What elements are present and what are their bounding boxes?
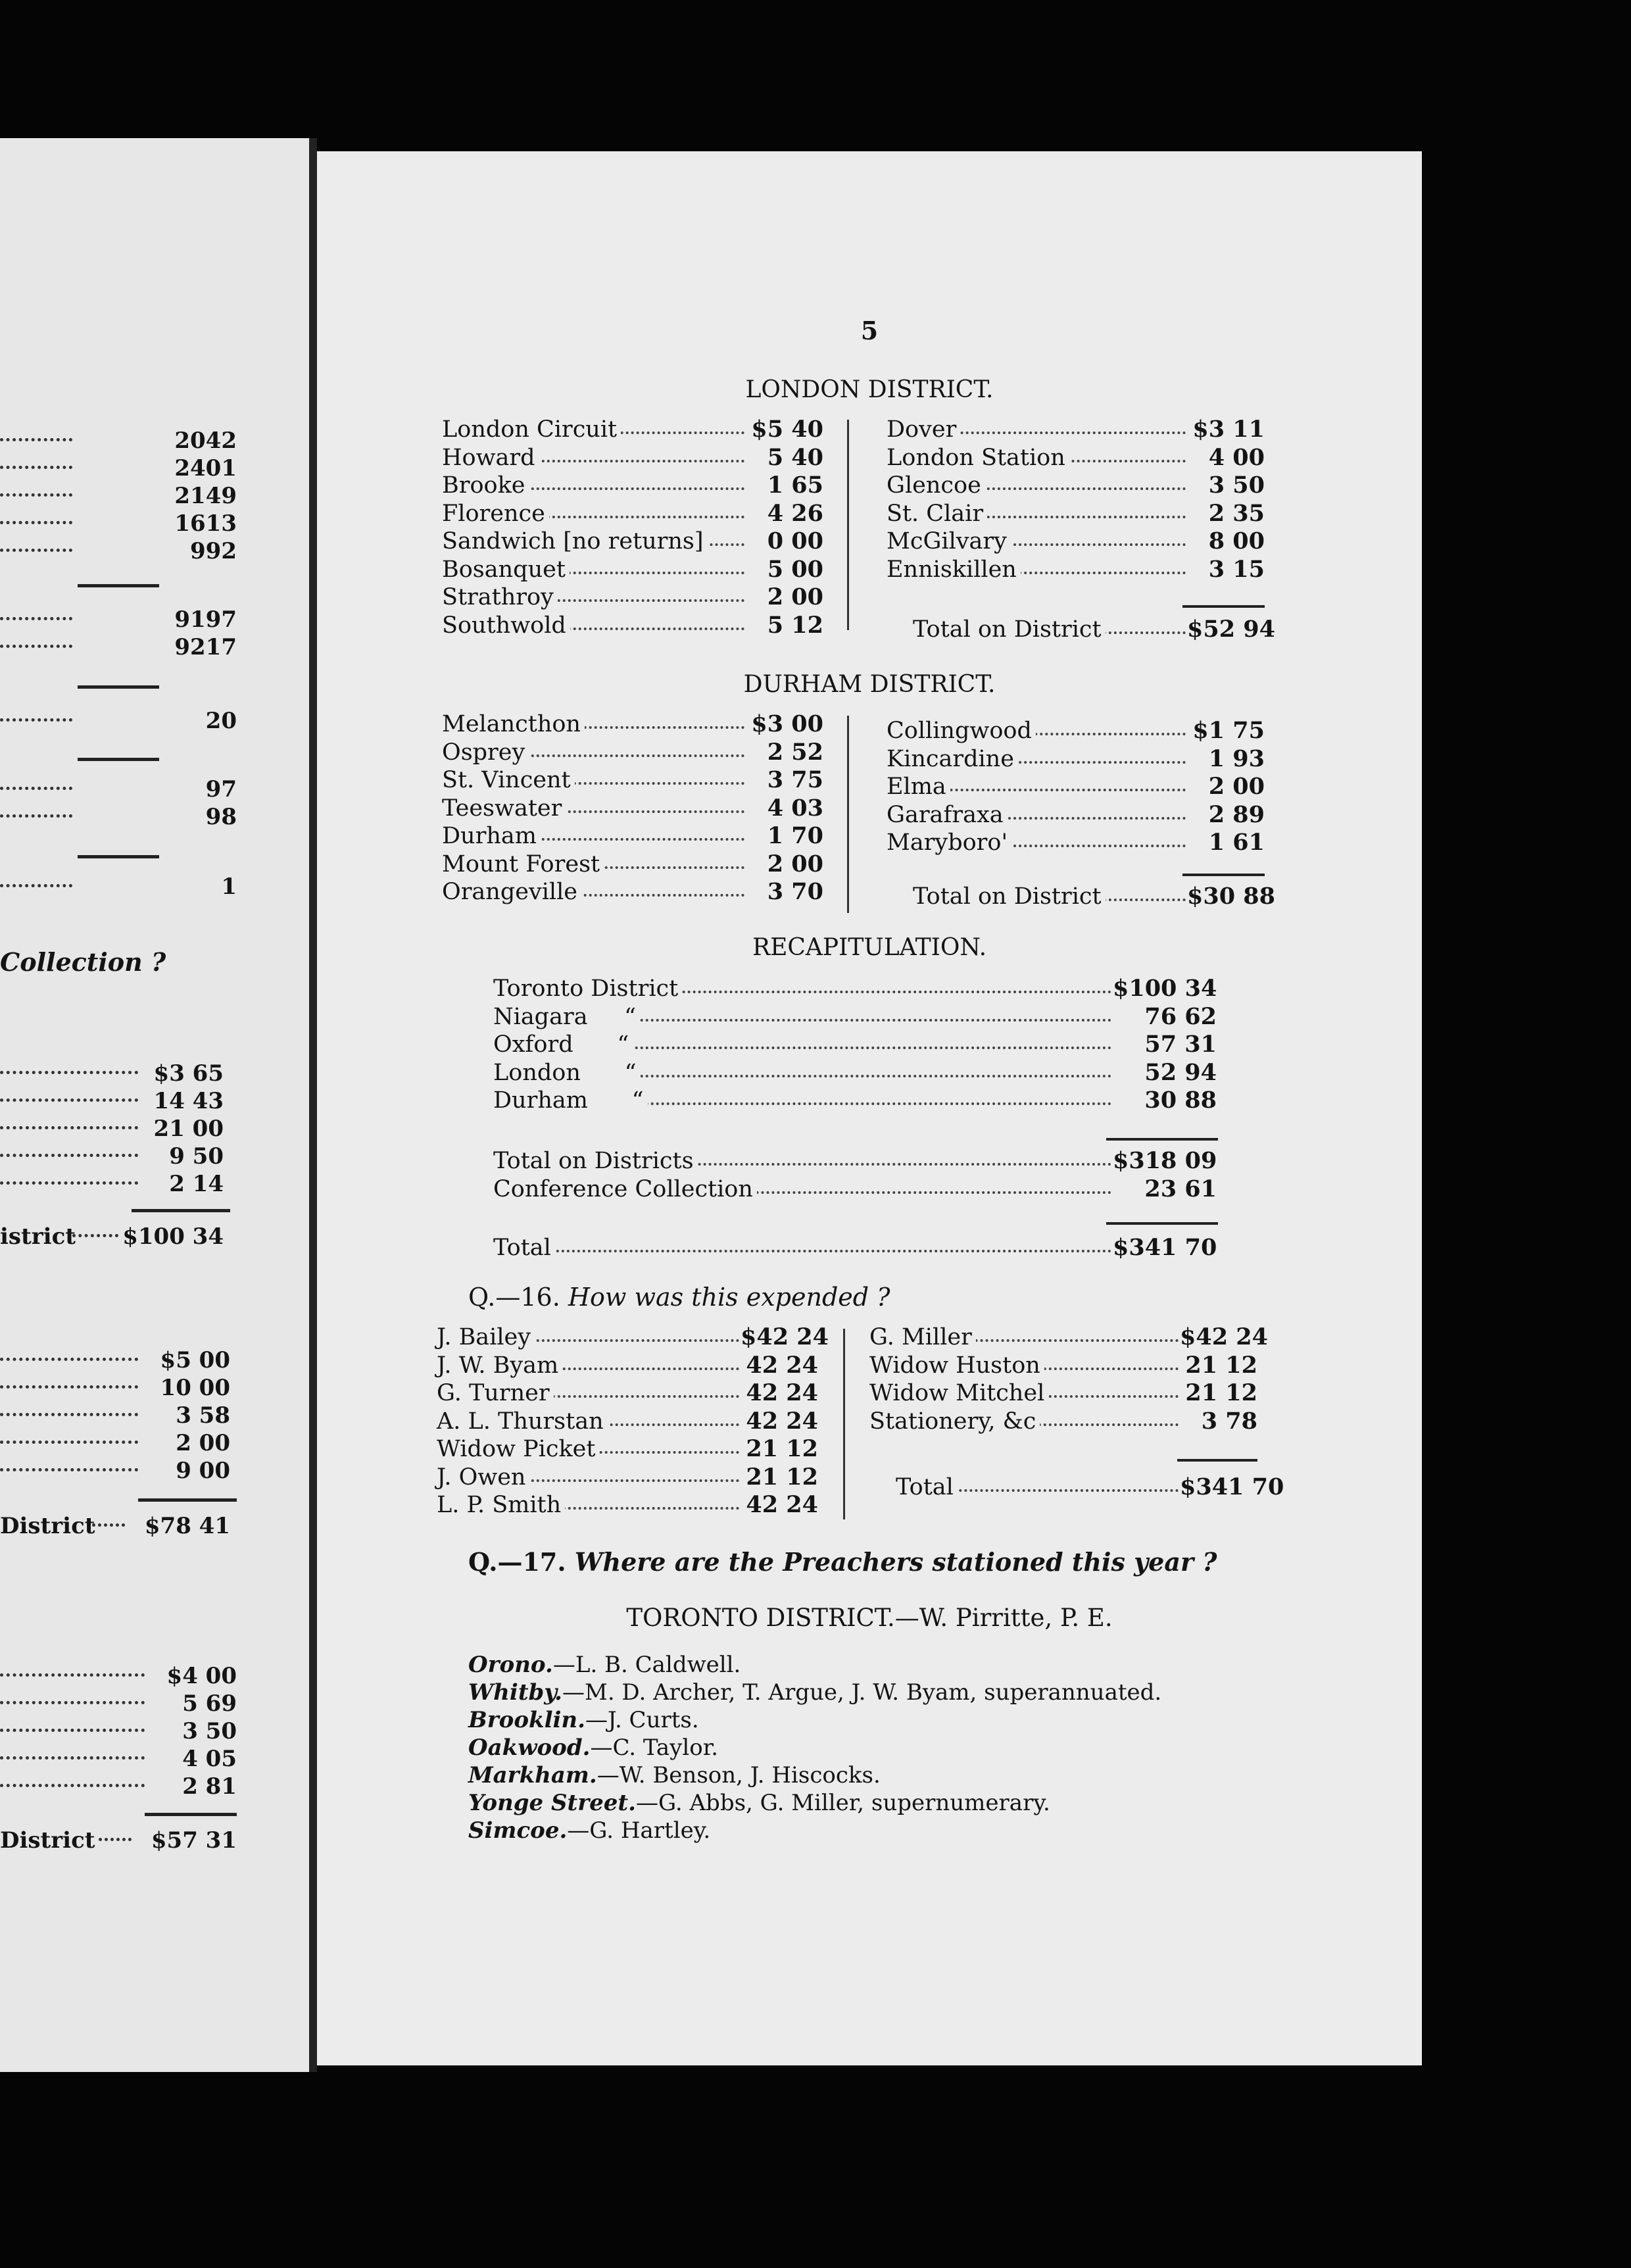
total-rule: [1177, 1459, 1257, 1462]
list-item: Bosanquet 5 00: [442, 555, 823, 583]
left-row: $3 65: [0, 1060, 309, 1092]
list-item: Stationery, &c 3 78: [869, 1407, 1257, 1435]
list-item: Widow Huston 21 12: [869, 1351, 1257, 1379]
list-item: J. Bailey $42 24: [437, 1323, 829, 1350]
list-item: J. W. Byam 42 24: [437, 1351, 818, 1379]
durham-right-column: [887, 717, 1265, 857]
list-item: St. Clair 2 35: [887, 499, 1265, 527]
left-row: 5 69: [0, 1690, 309, 1722]
list-item: Florence 4 26: [442, 499, 823, 527]
list-item: Teeswater 4 03: [442, 794, 823, 822]
list-item: Garafraxa 2 89: [887, 801, 1265, 828]
left-row: 21 00: [0, 1116, 309, 1147]
left-row: 2149: [0, 483, 309, 514]
left-total-row: District $57 31: [0, 1827, 237, 1854]
book-gutter: [309, 138, 317, 2072]
left-rule: [132, 1209, 230, 1212]
left-row: 20: [0, 708, 309, 739]
left-row: 9 50: [0, 1143, 309, 1175]
list-item: Orangeville 3 70: [442, 878, 823, 905]
durham-total: [913, 883, 1275, 911]
left-row: 1: [0, 874, 309, 905]
list-item: St. Vincent 3 75: [442, 766, 823, 793]
list-item: Enniskillen 3 15: [887, 555, 1265, 583]
left-total-row: istrict $100 34: [0, 1223, 224, 1250]
london-total: [913, 616, 1275, 644]
list-item: G. Miller $42 24: [869, 1323, 1268, 1350]
recapitulation-subtotals: [493, 1147, 1217, 1203]
left-row: 9217: [0, 634, 309, 666]
expended-total: [896, 1473, 1284, 1502]
list-item: Elma 2 00: [887, 773, 1265, 800]
list-item: G. Turner 42 24: [437, 1379, 818, 1406]
station-line: Whitby.—M. D. Archer, T. Argue, J. W. Byam, superannuated.: [468, 1679, 1162, 1706]
left-row: 4 05: [0, 1746, 309, 1777]
list-item: Conference Collection 23 61: [493, 1175, 1217, 1202]
list-item: Widow Mitchel 21 12: [869, 1379, 1257, 1406]
list-item: Widow Picket 21 12: [437, 1435, 818, 1462]
left-row: 98: [0, 804, 309, 835]
left-rule: [138, 1498, 237, 1502]
list-item: A. L. Thurstan 42 24: [437, 1407, 818, 1435]
left-row: 97: [0, 776, 309, 808]
list-item: Brooke 1 65: [442, 472, 823, 499]
column-divider: [847, 716, 849, 913]
list-item: Kincardine 1 93: [887, 745, 1265, 772]
left-row: 2401: [0, 455, 309, 487]
left-heading-fragment: Collection ?: [0, 947, 166, 977]
list-item: L. P. Smith 42 24: [437, 1491, 818, 1518]
recapitulation-total: [493, 1234, 1217, 1262]
station-line: Simcoe.—G. Hartley.: [468, 1817, 711, 1844]
left-row: 2042: [0, 428, 309, 459]
left-row: 2 00: [0, 1430, 309, 1462]
station-line: Oakwood.—C. Taylor.: [468, 1735, 719, 1761]
left-rule: [145, 1813, 237, 1816]
column-divider: [843, 1329, 845, 1519]
left-row: 3 50: [0, 1718, 309, 1750]
left-row: 9 00: [0, 1458, 309, 1489]
left-row: 10 00: [0, 1375, 309, 1406]
left-rule: [78, 758, 159, 761]
list-item: Durham “ 30 88: [493, 1087, 1217, 1114]
total-rule: [1182, 874, 1265, 876]
list-item: J. Owen 21 12: [437, 1463, 818, 1491]
list-item: Total on Districts $318 09: [493, 1147, 1217, 1174]
list-item: London “ 52 94: [493, 1058, 1217, 1086]
expended-left-column: [437, 1323, 829, 1519]
page-content: [317, 151, 1422, 2065]
left-rule: [78, 584, 159, 587]
recapitulation-heading: RECAPITULATION.: [752, 934, 987, 961]
list-item: London Circuit $5 40: [442, 416, 823, 443]
left-row: 2 81: [0, 1773, 309, 1805]
total-row: Total $341 70: [896, 1473, 1284, 1500]
total-row: Total on District $52 94: [913, 616, 1275, 643]
left-total-row: District $78 41: [0, 1513, 230, 1539]
column-divider: [847, 420, 849, 630]
left-row: 992: [0, 538, 309, 570]
london-district-heading: LONDON DISTRICT.: [745, 376, 994, 403]
left-row: 14 43: [0, 1088, 309, 1120]
list-item: Oxford “ 57 31: [493, 1031, 1217, 1058]
station-line: Markham.—W. Benson, J. Hiscocks.: [468, 1762, 881, 1788]
left-rule: [78, 855, 159, 858]
toronto-district-heading: TORONTO DISTRICT.—W. Pirritte, P. E.: [626, 1604, 1113, 1632]
durham-left-column: [442, 710, 823, 906]
list-item: Maryboro' 1 61: [887, 829, 1265, 856]
expended-right-column: [869, 1323, 1268, 1435]
left-page-fragment: [0, 138, 309, 2072]
left-row: 1613: [0, 510, 309, 542]
list-item: Toronto District $100 34: [493, 975, 1217, 1002]
left-row: 2 14: [0, 1171, 309, 1202]
list-item: Strathroy 2 00: [442, 583, 823, 610]
list-item: Glencoe 3 50: [887, 472, 1265, 499]
list-item: Sandwich [no returns] 0 00: [442, 528, 823, 555]
list-item: Durham 1 70: [442, 822, 823, 849]
question-16: Q.—16. How was this expended ?: [468, 1283, 890, 1312]
left-row: $4 00: [0, 1663, 309, 1694]
left-row: $5 00: [0, 1347, 309, 1379]
list-item: London Station 4 00: [887, 443, 1265, 471]
left-rule: [78, 685, 159, 689]
list-item: McGilvary 8 00: [887, 528, 1265, 555]
recapitulation-rows: [493, 975, 1217, 1115]
durham-district-heading: DURHAM DISTRICT.: [743, 671, 996, 698]
station-line: Yonge Street.—G. Abbs, G. Miller, supernumerary.: [468, 1790, 1050, 1816]
list-item: Dover $3 11: [887, 416, 1265, 443]
total-rule: [1106, 1222, 1218, 1225]
page-number: 5: [860, 316, 879, 345]
station-line: Brooklin.—J. Curts.: [468, 1707, 699, 1733]
list-item: Mount Forest 2 00: [442, 850, 823, 877]
left-row: 9197: [0, 606, 309, 638]
total-row: Total $341 70: [493, 1234, 1217, 1261]
left-row: 3 58: [0, 1402, 309, 1434]
london-right-column: [887, 416, 1265, 583]
station-line: Orono.—L. B. Caldwell.: [468, 1652, 741, 1678]
total-row: Total on District $30 88: [913, 883, 1275, 910]
list-item: Southwold 5 12: [442, 611, 823, 639]
list-item: Collingwood $1 75: [887, 717, 1265, 744]
list-item: Osprey 2 52: [442, 738, 823, 766]
list-item: Niagara “ 76 62: [493, 1002, 1217, 1030]
list-item: Melancthon $3 00: [442, 710, 823, 737]
total-rule: [1106, 1138, 1218, 1141]
list-item: Howard 5 40: [442, 443, 823, 471]
total-rule: [1182, 605, 1265, 608]
london-left-column: [442, 416, 823, 639]
question-17: Q.—17. Where are the Preachers stationed this year ?: [468, 1547, 1217, 1577]
